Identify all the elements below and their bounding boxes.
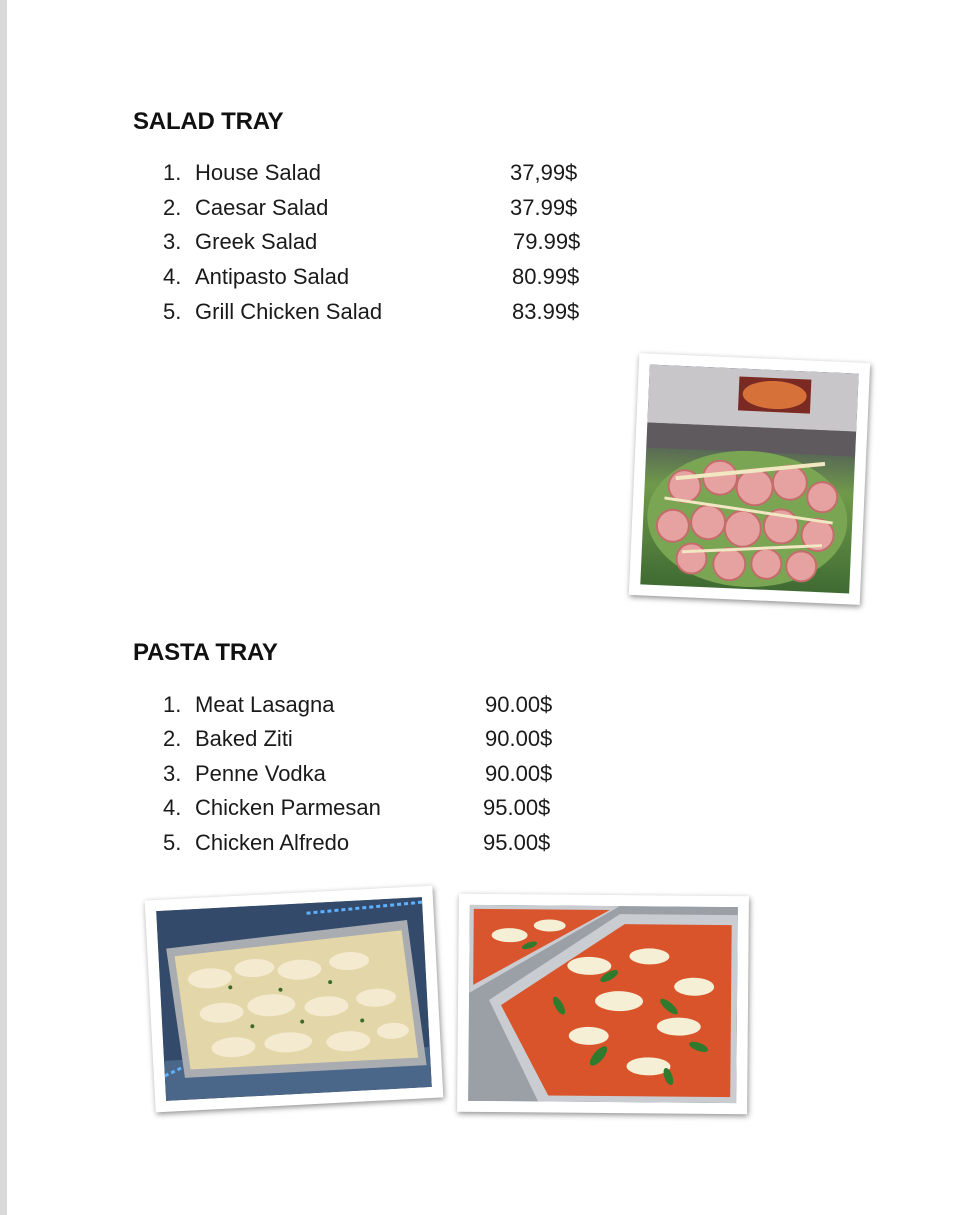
item-name: House Salad (195, 160, 321, 185)
item-number: 4. (163, 795, 182, 820)
item-name: Chicken Parmesan (195, 795, 381, 820)
salad-item-house-salad (163, 160, 321, 186)
item-number: 5. (163, 299, 182, 324)
item-number: 2. (163, 195, 182, 220)
pasta-item-penne-vodka (163, 761, 326, 787)
pasta-price-penne-vodka: 90.00$ (485, 761, 553, 786)
item-number: 2. (163, 726, 182, 751)
pasta-item-meat-lasagna (163, 692, 334, 718)
salad-item-antipasto-salad (163, 264, 349, 290)
item-number: 4. (163, 264, 182, 289)
antipasto-salad-photo (629, 353, 870, 605)
page-edge (0, 0, 7, 1215)
pasta-tray-heading: PASTA TRAY (133, 639, 278, 666)
item-number: 1. (163, 160, 182, 185)
pasta-item-baked-ziti (163, 726, 293, 752)
salad-price-grill-chicken-salad: 83.99$ (512, 299, 580, 324)
item-name: Meat Lasagna (195, 692, 335, 717)
item-number: 3. (163, 229, 182, 254)
salad-price-house-salad: 37,99$ (510, 160, 578, 185)
salad-item-grill-chicken-salad (163, 299, 382, 325)
item-number: 1. (163, 692, 182, 717)
item-name: Grill Chicken Salad (195, 299, 383, 324)
lasagna-tray-photo (457, 894, 749, 1115)
pasta-price-chicken-alfredo: 95.00$ (483, 830, 551, 855)
item-name: Antipasto Salad (195, 264, 350, 289)
item-number: 5. (163, 830, 182, 855)
pasta-price-meat-lasagna: 90.00$ (485, 692, 553, 717)
item-name: Caesar Salad (195, 195, 329, 220)
pasta-price-chicken-parmesan: 95.00$ (483, 795, 551, 820)
salad-price-antipasto-salad: 80.99$ (512, 264, 580, 289)
salad-price-greek-salad: 79.99$ (513, 229, 581, 254)
pasta-price-baked-ziti: 90.00$ (485, 726, 553, 751)
salad-price-caesar-salad: 37.99$ (510, 195, 578, 220)
item-number: 3. (163, 761, 182, 786)
pasta-item-chicken-parmesan (163, 795, 381, 821)
item-name: Baked Ziti (195, 726, 293, 751)
item-name: Penne Vodka (195, 761, 326, 786)
pasta-item-chicken-alfredo (163, 830, 349, 856)
item-name: Chicken Alfredo (195, 830, 350, 855)
salad-item-greek-salad (163, 229, 317, 255)
chicken-alfredo-photo (145, 886, 444, 1113)
salad-item-caesar-salad (163, 195, 328, 221)
item-name: Greek Salad (195, 229, 318, 254)
salad-tray-heading: SALAD TRAY (133, 108, 284, 135)
